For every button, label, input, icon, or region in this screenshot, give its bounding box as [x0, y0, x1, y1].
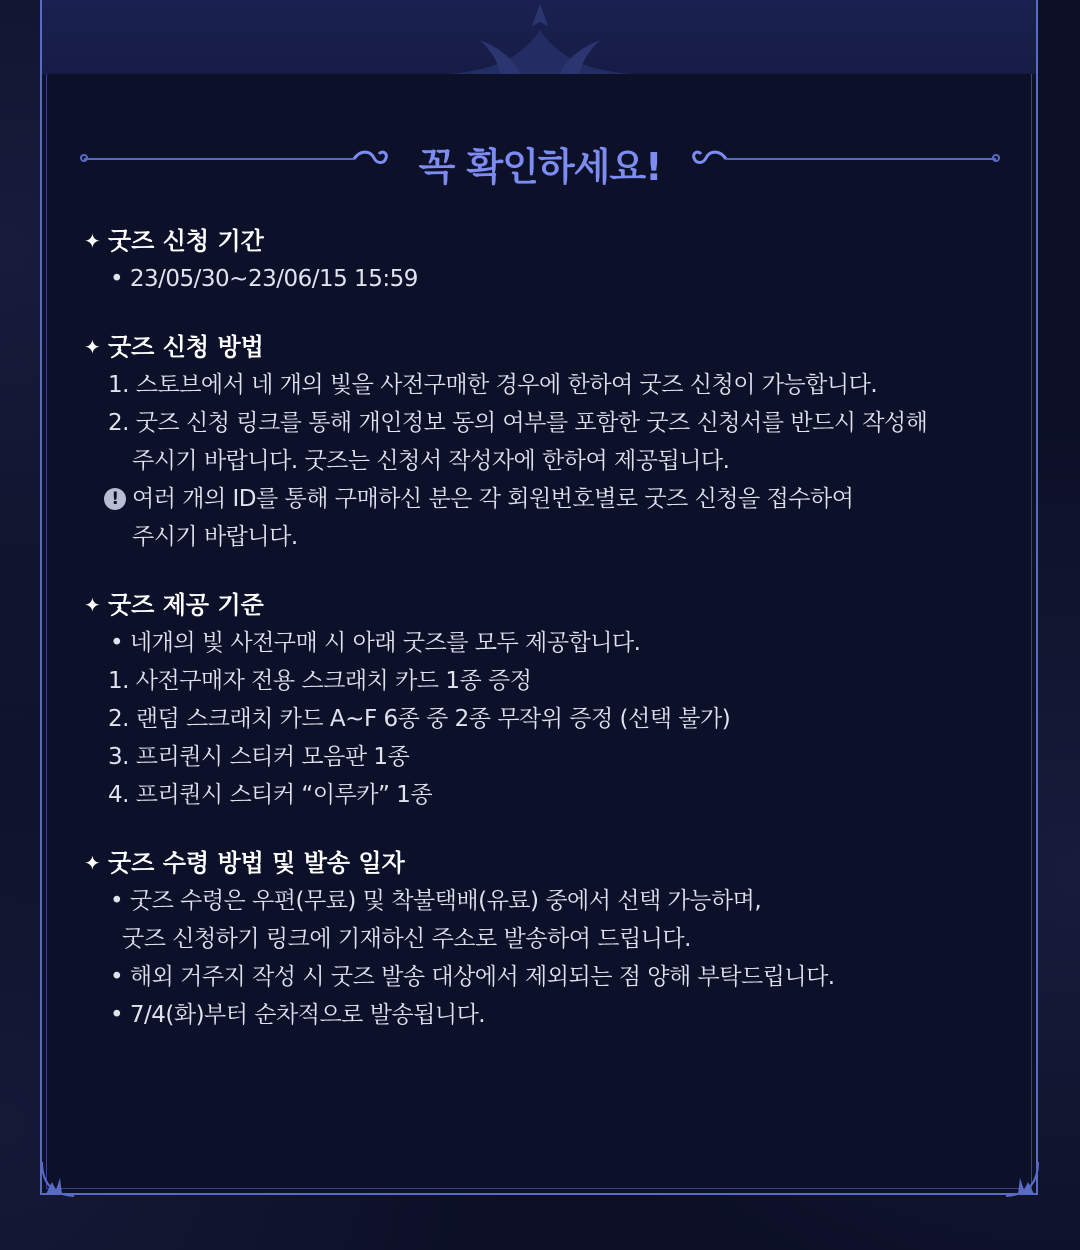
four-point-star-icon: ✦ — [84, 851, 101, 875]
title-row — [80, 132, 1000, 188]
title-line-right — [726, 158, 996, 160]
section-receipt-and-shipping — [84, 844, 984, 1034]
four-point-star-icon: ✦ — [84, 335, 101, 359]
section-heading-text: 굿즈 신청 방법 — [108, 333, 264, 361]
four-point-star-icon: ✦ — [84, 229, 101, 253]
section-heading — [84, 222, 984, 260]
title-line-dot-right — [992, 154, 1000, 162]
section-heading-text: 굿즈 신청 기간 — [108, 227, 264, 255]
list-item: • 해외 거주지 작성 시 굿즈 발송 대상에서 제외되는 점 양해 부탁드립니다. — [110, 964, 835, 990]
notice-content — [84, 222, 984, 1064]
section-heading — [84, 844, 984, 882]
section-provision-criteria — [84, 586, 984, 814]
warning-text: 여러 개의 ID를 통해 구매하신 분은 각 회원번호별로 굿즈 신청을 접수하여 — [132, 486, 854, 512]
list-item: • 23/05/30~23/06/15 15:59 — [110, 266, 418, 292]
section-application-period — [84, 222, 984, 298]
crest-ornament-icon — [420, 0, 660, 74]
section-heading — [84, 328, 984, 366]
corner-ornament-right-icon — [1000, 1160, 1040, 1200]
list-item: 1. 스토브에서 네 개의 빛을 사전구매한 경우에 한하여 굿즈 신청이 가능합니다. — [108, 372, 878, 398]
warning-note — [84, 480, 984, 518]
section-heading — [84, 586, 984, 624]
list-item-continuation: 굿즈 신청하기 링크에 기재하신 주소로 발송하여 드립니다. — [122, 926, 691, 952]
section-heading-text: 굿즈 수령 방법 및 발송 일자 — [108, 849, 405, 877]
list-item-continuation: 주시기 바랍니다. 굿즈는 신청서 작성자에 한하여 제공됩니다. — [132, 448, 730, 474]
corner-ornament-left-icon — [40, 1160, 80, 1200]
exclamation-circle-icon: ! — [104, 488, 126, 510]
list-item: • 7/4(화)부터 순차적으로 발송됩니다. — [110, 1002, 486, 1028]
list-item: 1. 사전구매자 전용 스크래치 카드 1종 증정 — [108, 668, 532, 694]
warning-text-continuation: 주시기 바랍니다. — [132, 524, 298, 550]
list-item: • 굿즈 수령은 우편(무료) 및 착불택배(유료) 중에서 선택 가능하며, — [110, 888, 762, 914]
list-item: • 네개의 빛 사전구매 시 아래 굿즈를 모두 제공합니다. — [110, 630, 641, 656]
page-title: 꼭 확인하세요! — [418, 145, 662, 189]
section-heading-text: 굿즈 제공 기준 — [108, 591, 264, 619]
list-item: 2. 굿즈 신청 링크를 통해 개인정보 동의 여부를 포함한 굿즈 신청서를 반드시 작성해 — [108, 410, 928, 436]
list-item: 4. 프리퀀시 스티커 “이루카” 1종 — [108, 782, 433, 808]
swirl-right-icon — [688, 146, 728, 172]
four-point-star-icon: ✦ — [84, 593, 101, 617]
list-item: 3. 프리퀀시 스티커 모음판 1종 — [108, 744, 410, 770]
list-item: 2. 랜덤 스크래치 카드 A~F 6종 중 2종 무작위 증정 (선택 불가) — [108, 706, 731, 732]
section-application-method — [84, 328, 984, 556]
